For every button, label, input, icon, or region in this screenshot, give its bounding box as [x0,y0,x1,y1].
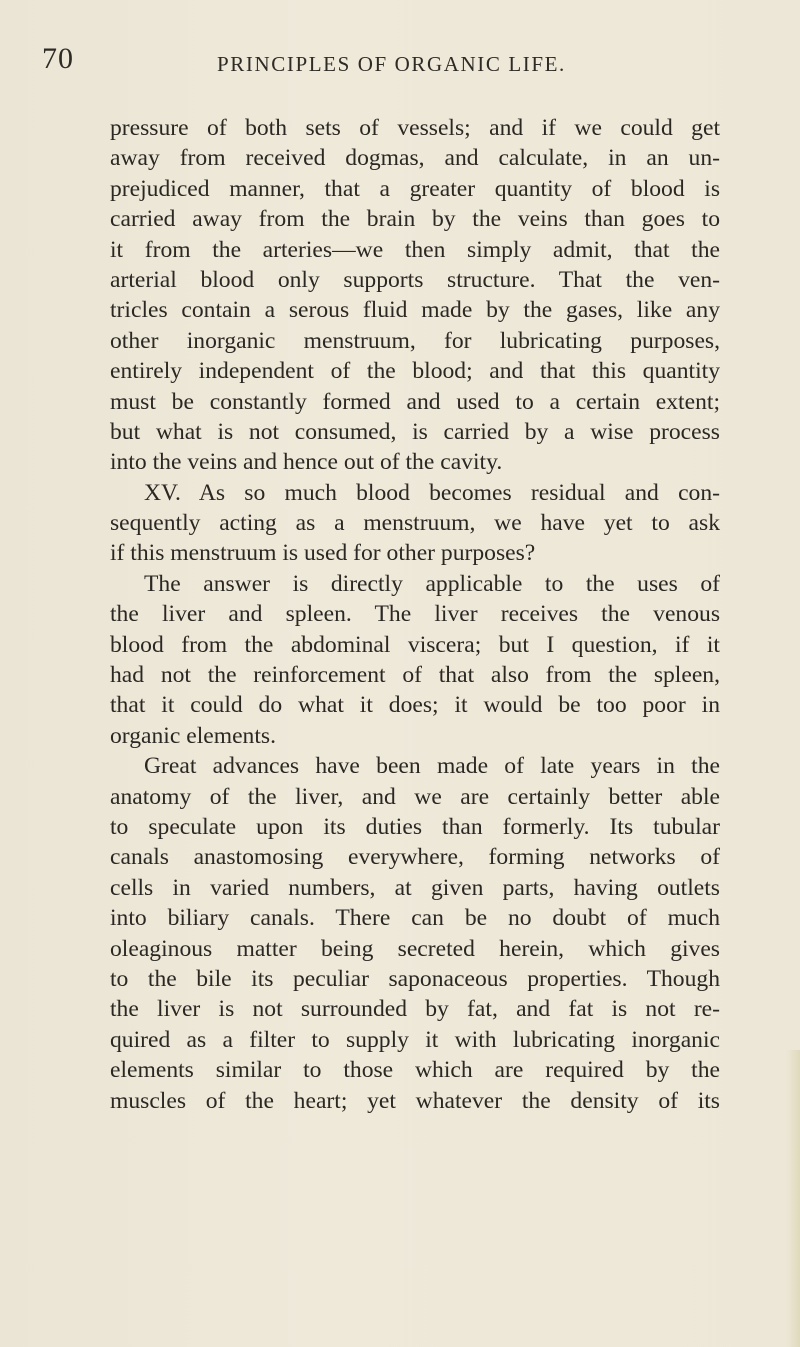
text-line: canals anastomosing everywhere, forming networks of [110,844,720,871]
page-edge-shadow [786,1050,800,1347]
text-line: carried away from the brain by the veins than goes to [110,206,720,233]
text-line: The answer is directly applicable to the uses of [144,570,720,597]
page-header [42,42,742,82]
text-line: into the veins and hence out of the cavity. [110,449,503,476]
section-xv-line: XV. As so much blood becomes residual and con- [144,479,720,506]
text-line: had not the reinforcement of that also from the spleen, [110,662,720,689]
text-line: it from the arteries—we then simply admit, that the [110,236,720,263]
text-line: the liver is not surrounded by fat, and fat is not re- [110,996,720,1023]
text-line: arterial blood only supports structure. That the ven- [110,266,720,293]
body-text [110,113,720,1116]
text-line: away from received dogmas, and calculate, in an un- [110,145,720,172]
text-line: quired as a filter to supply it with lubricating inorganic [110,1026,720,1053]
page-number: 70 [42,42,74,75]
text-line: that it could do what it does; it would be too poor in [110,692,720,719]
text-line: sequently acting as a menstruum, we have yet to ask [110,510,720,537]
text-line: organic elements. [110,722,276,749]
text-line: anatomy of the liver, and we are certainly better able [110,783,720,810]
text-line: Great advances have been made of late years in the [144,753,720,780]
text-line: cells in varied numbers, at given parts, having outlets [110,874,720,901]
text-line: tricles contain a serous fluid made by the gases, like any [110,297,720,324]
text-line: prejudiced manner, that a greater quantity of blood is [110,175,720,202]
running-head: PRINCIPLES OF ORGANIC LIFE. [217,52,566,76]
text-line: but what is not consumed, is carried by a wise process [110,418,720,445]
text-line: into biliary canals. There can be no doubt of much [110,905,720,932]
text-line: to speculate upon its duties than formerly. Its tubular [110,813,720,840]
text-line: to the bile its peculiar saponaceous properties. Though [110,965,720,992]
text-line: if this menstruum is used for other purposes? [110,540,536,567]
text-line: other inorganic menstruum, for lubricating purposes, [110,327,720,354]
text-line: entirely independent of the blood; and that this quantity [110,358,720,385]
text-line: oleaginous matter being secreted herein, which gives [110,935,720,962]
text-line: muscles of the heart; yet whatever the density of its [110,1087,720,1114]
text-line: pressure of both sets of vessels; and if we could get [110,115,720,141]
text-line: must be constantly formed and used to a certain extent; [110,388,720,415]
text-line: elements similar to those which are required by the [110,1057,720,1084]
text-line: the liver and spleen. The liver receives the venous [110,601,720,628]
text-line: blood from the abdominal viscera; but I question, if it [110,631,720,658]
